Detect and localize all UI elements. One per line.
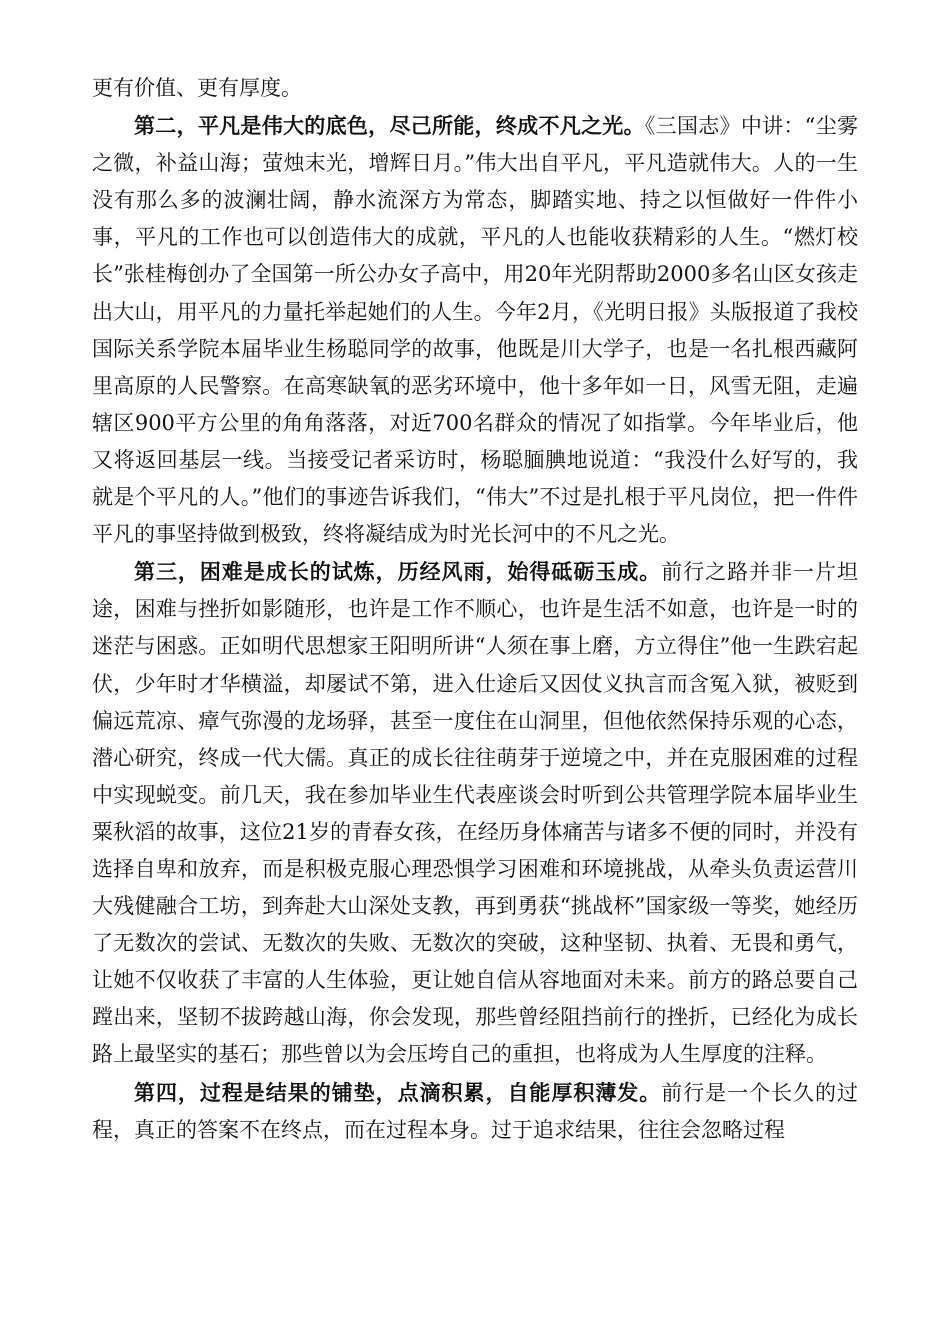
paragraph-point-four bbox=[92, 1074, 858, 1149]
paragraph-heading: 第四，过程是结果的铺垫，点滴积累，自能厚积薄发。 bbox=[134, 1079, 662, 1105]
paragraph-body: 更有价值、更有厚度。 bbox=[92, 76, 302, 100]
paragraph-continuation bbox=[92, 70, 858, 107]
paragraph-body: 《三国志》中讲：“尘雾之微，补益山海；萤烛末光，增辉日月。”伟大出自平凡，平凡造就伟大。人的一生没有那么多的波澜壮阔，静水流深方为常态，脚踏实地、持之以恒做好一件件小事，平凡的工作也可以创造伟大的成就，平凡的人也能收获精彩的人生。“燃灯校长”张桂梅创办了全国第一所公办女子高中，用20年光阴帮助2000多名山区女孩走出大山，用平凡的力量托举起她们的人生。今年2月，《光明日报》头版报道了我校国际关系学院本届毕业生杨聪同学的故事，他既是川大学子，也是一名扎根西藏阿里高原的人民警察。在高寒缺氧的恶劣环境中，他十多年如一日，风雪无阻，走遍辖区900平方公里的角角落落，对近700名群众的情况了如指掌。今年毕业后，他又将返回基层一线。当接受记者采访时，杨聪腼腆地说道：“我没什么好写的，我就是个平凡的人。”他们的事迹告诉我们，“伟大”不过是扎根于平凡岗位，把一件件平凡的事坚持做到极致，终将凝结成为时光长河中的不凡之光。 bbox=[92, 114, 858, 547]
paragraph-body: 前行之路并非一片坦途，困难与挫折如影随形，也许是工作不顺心，也许是生活不如意，也许是一时的迷茫与困惑。正如明代思想家王阳明所讲“人须在事上磨，方立得住”他一生跌宕起伏，少年时才华横溢，却屡试不第，进入仕途后又因仗义执言而含冤入狱，被贬到偏远荒凉、瘴气弥漫的龙场驿，甚至一度住在山洞里，但他依然保持乐观的心态，潜心研究，终成一代大儒。真正的成长往往萌芽于逆境之中，并在克服困难的过程中实现蜕变。前几天，我在参加毕业生代表座谈会时听到公共管理学院本届毕业生粟秋滔的故事，这位21岁的青春女孩，在经历身体痛苦与诸多不便的同时，并没有选择自卑和放弃，而是积极克服心理恐惧学习困难和环境挑战，从牵头负责运营川大残健融合工坊，到奔赴大山深处支教，再到勇获“挑战杯”国家级一等奖，她经历了无数次的尝试、无数次的失败、无数次的突破，这种坚韧、执着、无畏和勇气，让她不仅收获了丰富的人生体验，更让她自信从容地面对未来。前方的路总要自己蹚出来，坚韧不拔跨越山海，你会发现，那些曾经阻挡前行的挫折，已经化为成长路上最坚实的基石；那些曾以为会压垮自己的重担，也将成为人生厚度的注释。 bbox=[92, 560, 858, 1067]
paragraph-point-three bbox=[92, 553, 858, 1073]
paragraph-heading: 第二，平凡是伟大的底色，尽己所能，终成不凡之光。 bbox=[134, 113, 645, 139]
paragraph-point-two bbox=[92, 107, 858, 553]
paragraph-body: 前行是一个长久的过程，真正的答案不在终点，而在过程本身。过于追求结果，往往会忽略过程 bbox=[92, 1080, 858, 1142]
paragraph-heading: 第三，困难是成长的试炼，历经风雨，始得砥砺玉成。 bbox=[134, 559, 662, 585]
